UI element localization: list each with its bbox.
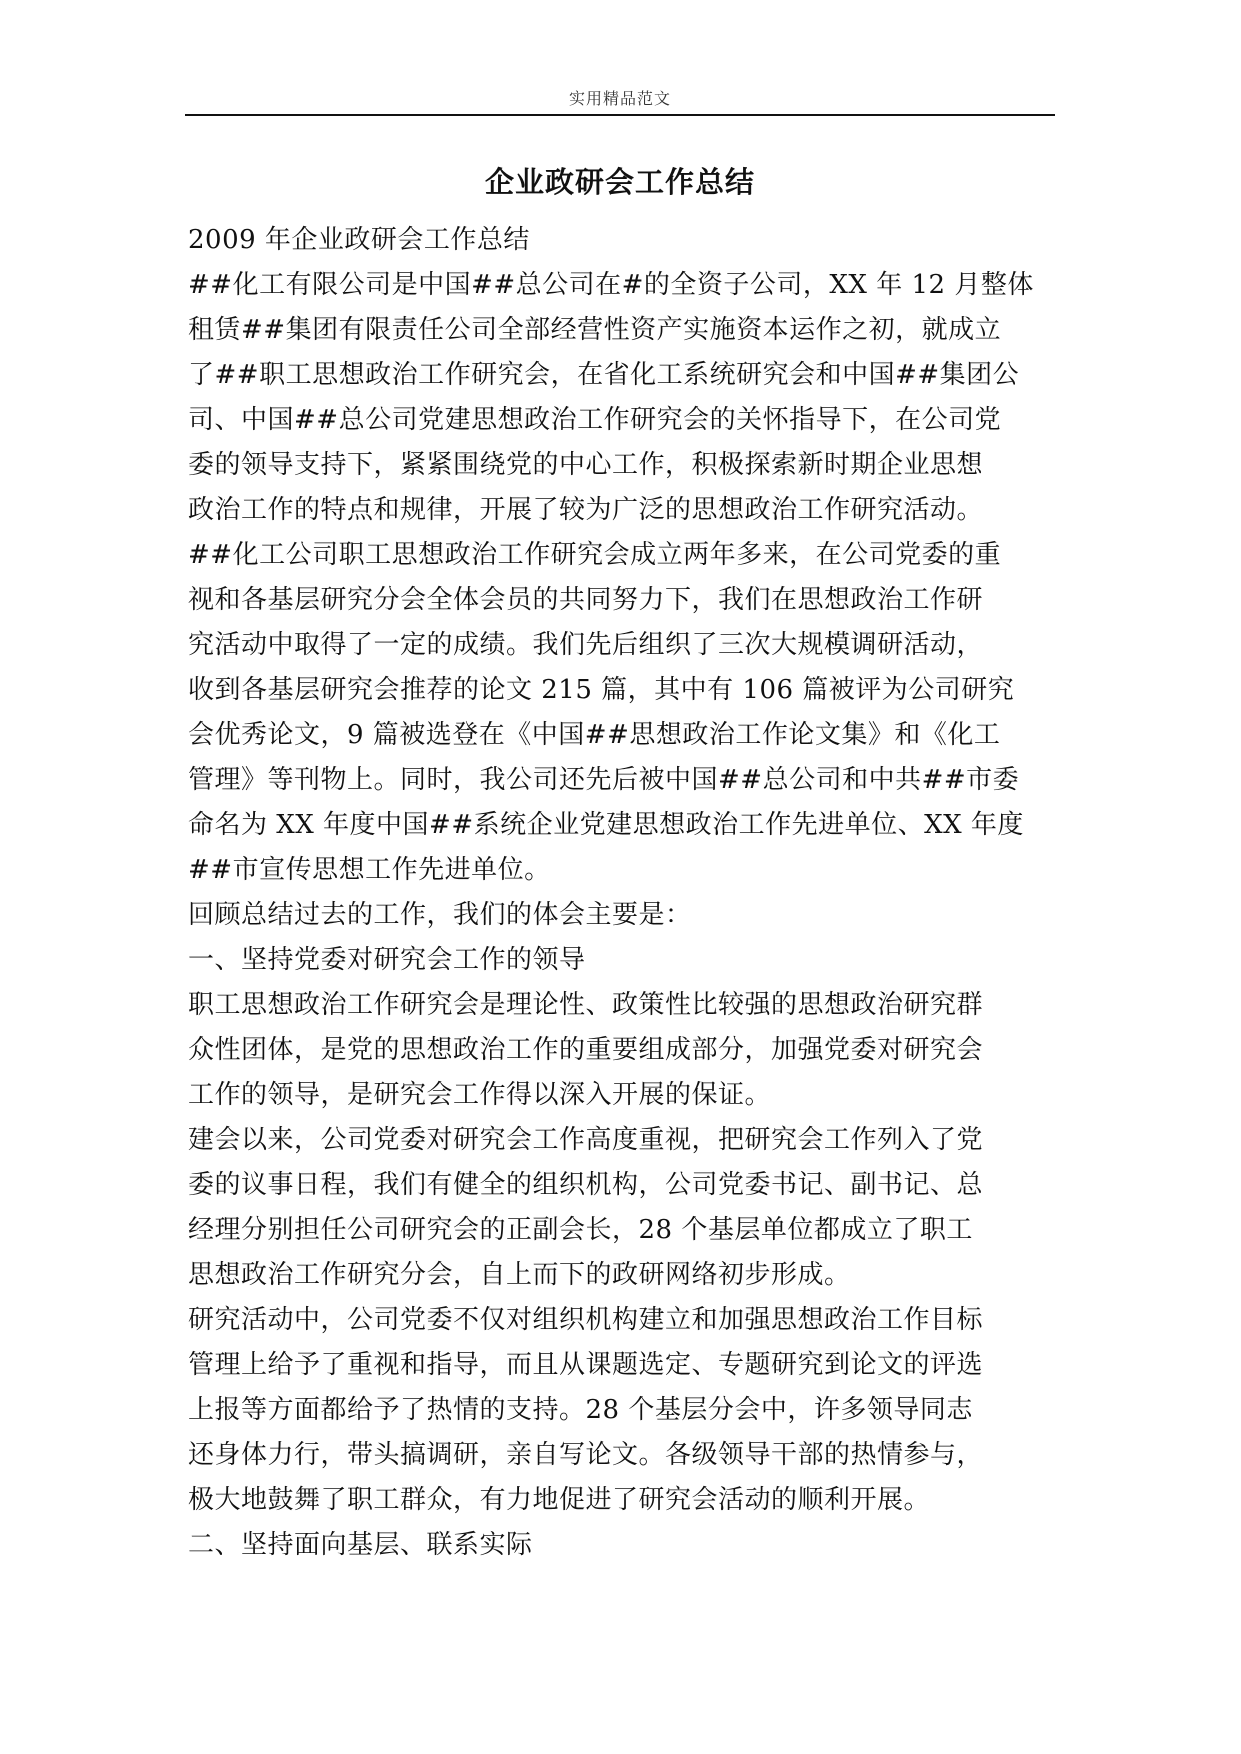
body-line: 了##职工思想政治工作研究会，在省化工系统研究会和中国##集团公: [188, 360, 1020, 390]
body-line: 思想政治工作研究分会，自上而下的政研网络初步形成。: [188, 1260, 851, 1290]
body-line: 工作的领导，是研究会工作得以深入开展的保证。: [188, 1080, 772, 1110]
body-line: 会优秀论文，9 篇被选登在《中国##思想政治工作论文集》和《化工: [188, 720, 1001, 750]
header-divider: [185, 114, 1055, 116]
body-line: 收到各基层研究会推荐的论文 215 篇，其中有 106 篇被评为公司研究: [188, 675, 1015, 705]
body-line: 委的领导支持下，紧紧围绕党的中心工作，积极探索新时期企业思想: [188, 450, 984, 480]
body-line: 职工思想政治工作研究会是理论性、政策性比较强的思想政治研究群: [188, 990, 984, 1020]
body-line: 命名为 XX 年度中国##系统企业党建思想政治工作先进单位、XX 年度: [188, 810, 1024, 840]
body-line: 究活动中取得了一定的成绩。我们先后组织了三次大规模调研活动，: [188, 630, 984, 660]
body-line: 众性团体，是党的思想政治工作的重要组成部分，加强党委对研究会: [188, 1035, 984, 1065]
body-line: 研究活动中，公司党委不仅对组织机构建立和加强思想政治工作目标: [188, 1305, 984, 1335]
body-line: 视和各基层研究分会全体会员的共同努力下，我们在思想政治工作研: [188, 585, 984, 615]
body-line: 极大地鼓舞了职工群众，有力地促进了研究会活动的顺利开展。: [188, 1485, 931, 1515]
body-line: 回顾总结过去的工作，我们的体会主要是：: [188, 900, 692, 930]
body-line: 建会以来，公司党委对研究会工作高度重视，把研究会工作列入了党: [188, 1125, 984, 1155]
body-line: 2009 年企业政研会工作总结: [188, 225, 530, 255]
body-line: 经理分别担任公司研究会的正副会长，28 个基层单位都成立了职工: [188, 1215, 973, 1245]
body-line: 政治工作的特点和规律，开展了较为广泛的思想政治工作研究活动。: [188, 495, 984, 525]
section-heading: 一、坚持党委对研究会工作的领导: [188, 945, 586, 975]
body-line: ##化工有限公司是中国##总公司在#的全资子公司，XX 年 12 月整体: [188, 270, 1034, 300]
body-line: 租赁##集团有限责任公司全部经营性资产实施资本运作之初，就成立: [188, 315, 1002, 345]
body-line: 上报等方面都给予了热情的支持。28 个基层分会中，许多领导同志: [188, 1395, 973, 1425]
body-line: ##化工公司职工思想政治工作研究会成立两年多来，在公司党委的重: [188, 540, 1002, 570]
body-line: 还身体力行，带头搞调研，亲自写论文。各级领导干部的热情参与，: [188, 1440, 984, 1470]
body-line: 司、中国##总公司党建思想政治工作研究会的关怀指导下，在公司党: [188, 405, 1002, 435]
document-title: 企业政研会工作总结: [484, 165, 755, 199]
body-line: 管理》等刊物上。同时，我公司还先后被中国##总公司和中共##市委: [188, 765, 1020, 795]
body-line: ##市宣传思想工作先进单位。: [188, 855, 551, 885]
section-heading: 二、坚持面向基层、联系实际: [188, 1530, 533, 1560]
body-line: 委的议事日程，我们有健全的组织机构，公司党委书记、副书记、总: [188, 1170, 984, 1200]
document-body: [188, 218, 1048, 1568]
page-header-text: 实用精品范文: [568, 89, 671, 108]
body-line: 管理上给予了重视和指导，而且从课题选定、专题研究到论文的评选: [188, 1350, 984, 1380]
